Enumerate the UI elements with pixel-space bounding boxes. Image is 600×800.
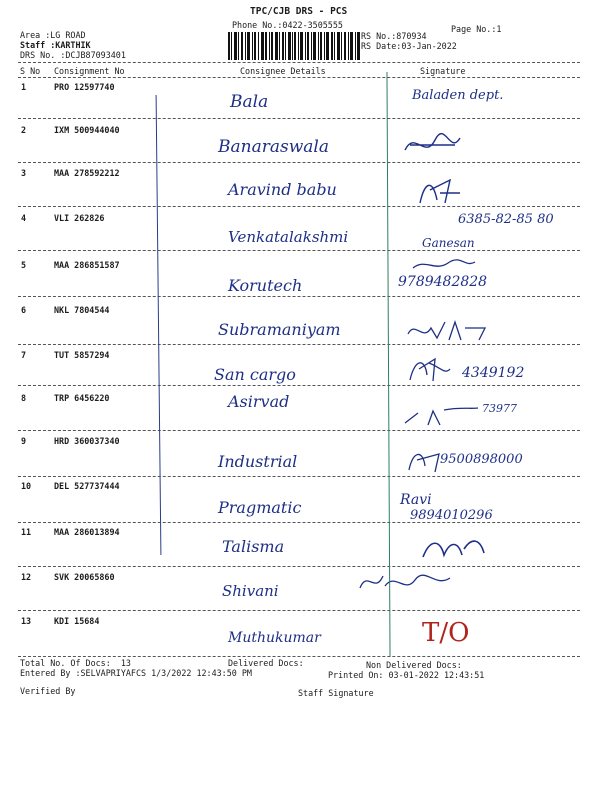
rs-number: RS No.:870934	[361, 31, 427, 41]
row-consignment: TUT 5857294	[54, 350, 110, 360]
row-consignment: VLI 262826	[54, 213, 105, 223]
row-sno: 8	[21, 393, 27, 403]
row-consignee-handwritten: Banaraswala	[218, 137, 329, 157]
delivered-docs: Delivered Docs:	[228, 658, 304, 668]
row-signature: T/O	[422, 618, 470, 648]
row-consignee-handwritten: Shivani	[222, 582, 279, 600]
area-label: Area :LG ROAD	[20, 30, 86, 40]
row-note: 6385-82-85 80	[458, 212, 554, 227]
row-divider	[18, 430, 580, 431]
footer-divider	[18, 656, 580, 657]
row-consignee-handwritten: Venkatalakshmi	[228, 228, 349, 246]
row-sno: 5	[21, 260, 27, 270]
staff-signature: Staff Signature	[298, 688, 374, 698]
barcode-image	[228, 32, 360, 60]
row-consignee-handwritten: Bala	[230, 92, 269, 112]
signature-scribble-icon	[405, 448, 445, 476]
row-consignment: TRP 6456220	[54, 393, 110, 403]
row-sno: 7	[21, 350, 27, 360]
row-consignee-handwritten: Aravind babu	[228, 180, 337, 199]
row-divider	[18, 118, 580, 119]
row-consignee-handwritten: Asirvad	[228, 392, 290, 411]
row-consignment: DEL 527737444	[54, 481, 120, 491]
row-consignment: HRD 360037340	[54, 436, 120, 446]
total-docs: Total No. Of Docs: 13	[20, 658, 131, 668]
row-divider	[18, 476, 580, 477]
row-sno: 3	[21, 168, 27, 178]
phone-number: Phone No.:0422-3505555	[232, 20, 343, 30]
non-delivered-docs: Non Delivered Docs:	[366, 660, 462, 670]
row-consignment: MAA 286013894	[54, 527, 120, 537]
printed-on: Printed On: 03-01-2022 12:43:51	[328, 670, 485, 680]
row-consignment: MAA 286851587	[54, 260, 120, 270]
row-sno: 10	[21, 481, 32, 491]
row-consignee-handwritten: Pragmatic	[218, 498, 302, 517]
row-divider	[18, 522, 580, 523]
row-divider	[18, 344, 580, 345]
document-title: TPC/CJB DRS - PCS	[250, 6, 348, 17]
signature-scribble-icon	[400, 405, 480, 430]
row-divider	[18, 566, 580, 567]
row-signature: Ganesan	[422, 236, 475, 250]
row-divider	[18, 250, 580, 251]
row-sno: 2	[21, 125, 27, 135]
row-note: 9789482828	[398, 274, 488, 290]
row-consignee-handwritten: Talisma	[222, 537, 285, 556]
row-note: 4349192	[462, 365, 525, 381]
signature-scribble-icon	[418, 535, 488, 565]
row-sno: 6	[21, 305, 27, 315]
row-divider	[18, 162, 580, 163]
row-consignee-handwritten: Korutech	[228, 276, 303, 295]
signature-scribble-icon	[410, 258, 480, 274]
verified-by: Verified By	[20, 686, 76, 696]
row-divider	[18, 296, 580, 297]
column-sno: S No	[20, 66, 41, 76]
signature-scribble-icon	[400, 130, 470, 160]
row-signature: Ravi	[400, 492, 432, 508]
row-note: 9500898000	[440, 452, 523, 467]
column-consignee: Consignee Details	[240, 66, 326, 76]
row-consignee-handwritten: Industrial	[218, 452, 298, 471]
row-sno: 9	[21, 436, 27, 446]
column-signature: Signature	[420, 66, 466, 76]
signature-scribble-icon	[405, 355, 455, 385]
row-consignment: MAA 278592212	[54, 168, 120, 178]
row-divider	[18, 206, 580, 207]
drs-number: DRS No. :DCJB87093401	[20, 50, 126, 60]
row-note: 73977	[482, 402, 517, 415]
row-sno: 11	[21, 527, 32, 537]
signature-scribble-icon	[405, 318, 495, 344]
row-signature: Baladen dept.	[412, 88, 504, 103]
row-divider	[18, 610, 580, 611]
column-consignment: Consignment No	[54, 66, 125, 76]
signature-scribble-icon	[415, 175, 465, 207]
row-consignee-handwritten: Muthukumar	[228, 630, 321, 646]
row-consignee-handwritten: Subramaniyam	[218, 320, 341, 339]
row-sno: 13	[21, 616, 32, 626]
row-consignee-handwritten: San cargo	[214, 365, 296, 384]
header-bottom-divider	[18, 77, 580, 78]
row-note: 9894010296	[410, 508, 493, 523]
row-consignment: SVK 20065860	[54, 572, 115, 582]
staff-label: Staff :KARTHIK	[20, 40, 91, 50]
header-top-divider	[18, 62, 580, 63]
row-sno: 4	[21, 213, 27, 223]
signature-scribble-icon	[355, 568, 465, 598]
row-sno: 12	[21, 572, 32, 582]
row-consignment: NKL 7804544	[54, 305, 110, 315]
row-consignment: KDI 15684	[54, 616, 100, 626]
row-consignment: PRO 12597740	[54, 82, 115, 92]
row-sno: 1	[21, 82, 27, 92]
row-divider	[18, 385, 580, 386]
handwritten-column-line	[156, 95, 162, 555]
row-consignment: IXM 500944040	[54, 125, 120, 135]
entered-by: Entered By :SELVAPRIYAFCS 1/3/2022 12:43:50 PM	[20, 668, 252, 678]
page-number: Page No.:1	[451, 24, 502, 34]
rs-date: RS Date:03-Jan-2022	[361, 41, 457, 51]
